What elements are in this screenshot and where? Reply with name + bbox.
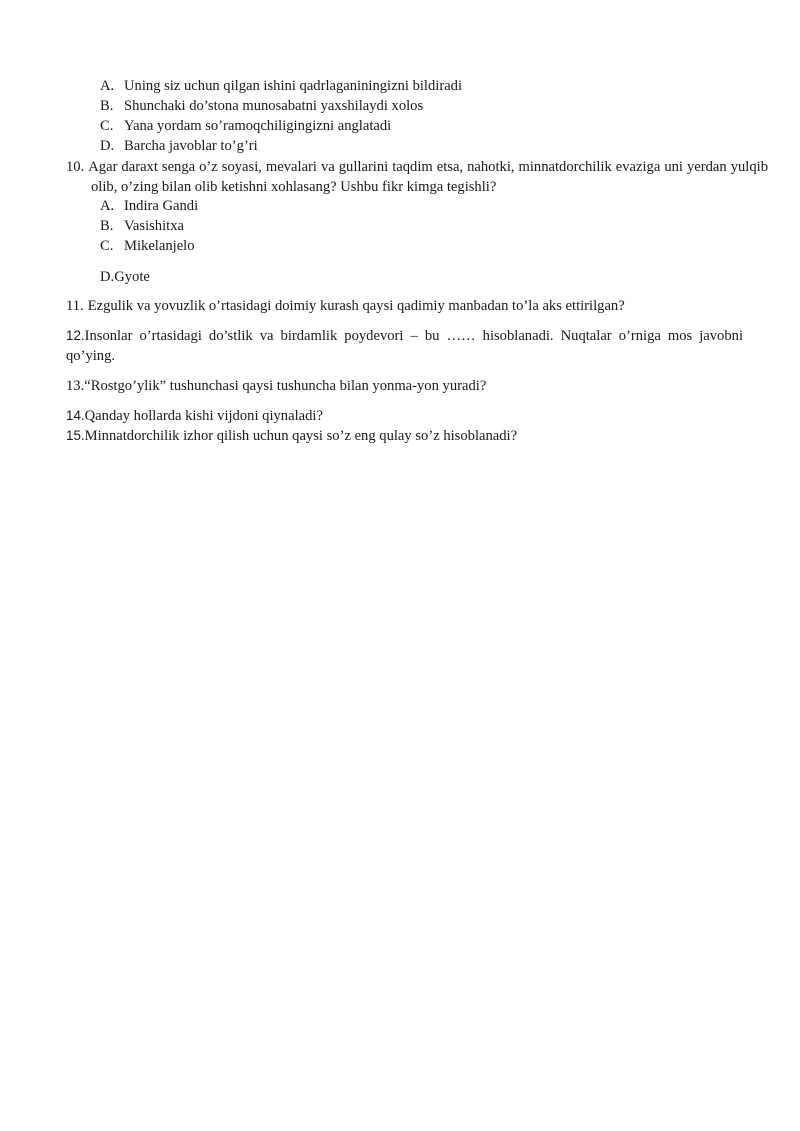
option-letter: D. bbox=[100, 138, 115, 154]
question-text: Agar daraxt senga o’z soyasi, mevalari va gullarini taqdim etsa, nahotki, minnatdorchilik evaziga uni yerdan yulqib olib, o’zing bilan olib ketishni xohlasang? Ushbu fikr kimga tegishli? bbox=[88, 159, 768, 195]
question-13 bbox=[66, 376, 743, 396]
option-letter: A. bbox=[100, 198, 115, 214]
question-14 bbox=[66, 406, 743, 426]
option-text: Vasishitxa bbox=[124, 218, 184, 234]
question-number: 15. bbox=[66, 428, 85, 443]
question-12 bbox=[66, 326, 743, 366]
question-11 bbox=[66, 296, 743, 316]
q9-option-c bbox=[100, 116, 740, 136]
q10-option-d: D.Gyote bbox=[100, 269, 150, 285]
question-text: Ezgulik va yovuzlik o’rtasidagi doimiy kurash qaysi qadimiy manbadan to’la aks ettirilgan? bbox=[87, 298, 625, 314]
q10-option-b bbox=[100, 216, 740, 236]
question-number: 12. bbox=[66, 328, 85, 343]
option-text: Barcha javoblar to’g’ri bbox=[124, 138, 258, 154]
q9-option-b bbox=[100, 96, 740, 116]
question-text: Insonlar o’rtasidagi do’stlik va birdamlik poydevori – bu …… hisoblanadi. Nuqtalar o’rniga mos javobni qo’ying. bbox=[66, 328, 743, 364]
q10-option-a bbox=[100, 196, 740, 216]
option-text: Indira Gandi bbox=[124, 198, 199, 214]
q9-option-a bbox=[100, 76, 740, 96]
question-text: Minnatdorchilik izhor qilish uchun qaysi so’z eng qulay so’z hisoblanadi? bbox=[84, 428, 518, 444]
option-letter: A. bbox=[100, 78, 115, 94]
question-15 bbox=[66, 426, 743, 446]
option-text: Yana yordam so’ramoqchiligingizni anglatadi bbox=[124, 118, 392, 134]
option-text: Uning siz uchun qilgan ishini qadrlaganiningizni bildiradi bbox=[124, 78, 463, 94]
option-text: Mikelanjelo bbox=[124, 238, 195, 254]
option-letter: C. bbox=[100, 238, 114, 254]
option-text: Shunchaki do’stona munosabatni yaxshilaydi xolos bbox=[124, 98, 424, 114]
option-letter: B. bbox=[100, 98, 114, 114]
question-number: 14. bbox=[66, 408, 85, 423]
option-letter: B. bbox=[100, 218, 114, 234]
question-text: 13.“Rostgo’ylik” tushunchasi qaysi tushuncha bilan yonma-yon yuradi? bbox=[66, 378, 487, 394]
q10-option-c bbox=[100, 236, 740, 256]
option-letter: C. bbox=[100, 118, 114, 134]
question-number: 11. bbox=[66, 298, 84, 314]
q9-option-d bbox=[100, 136, 740, 156]
question-10 bbox=[66, 157, 768, 197]
question-text: Qanday hollarda kishi vijdoni qiynaladi? bbox=[84, 408, 323, 424]
question-number: 10. bbox=[66, 159, 85, 175]
